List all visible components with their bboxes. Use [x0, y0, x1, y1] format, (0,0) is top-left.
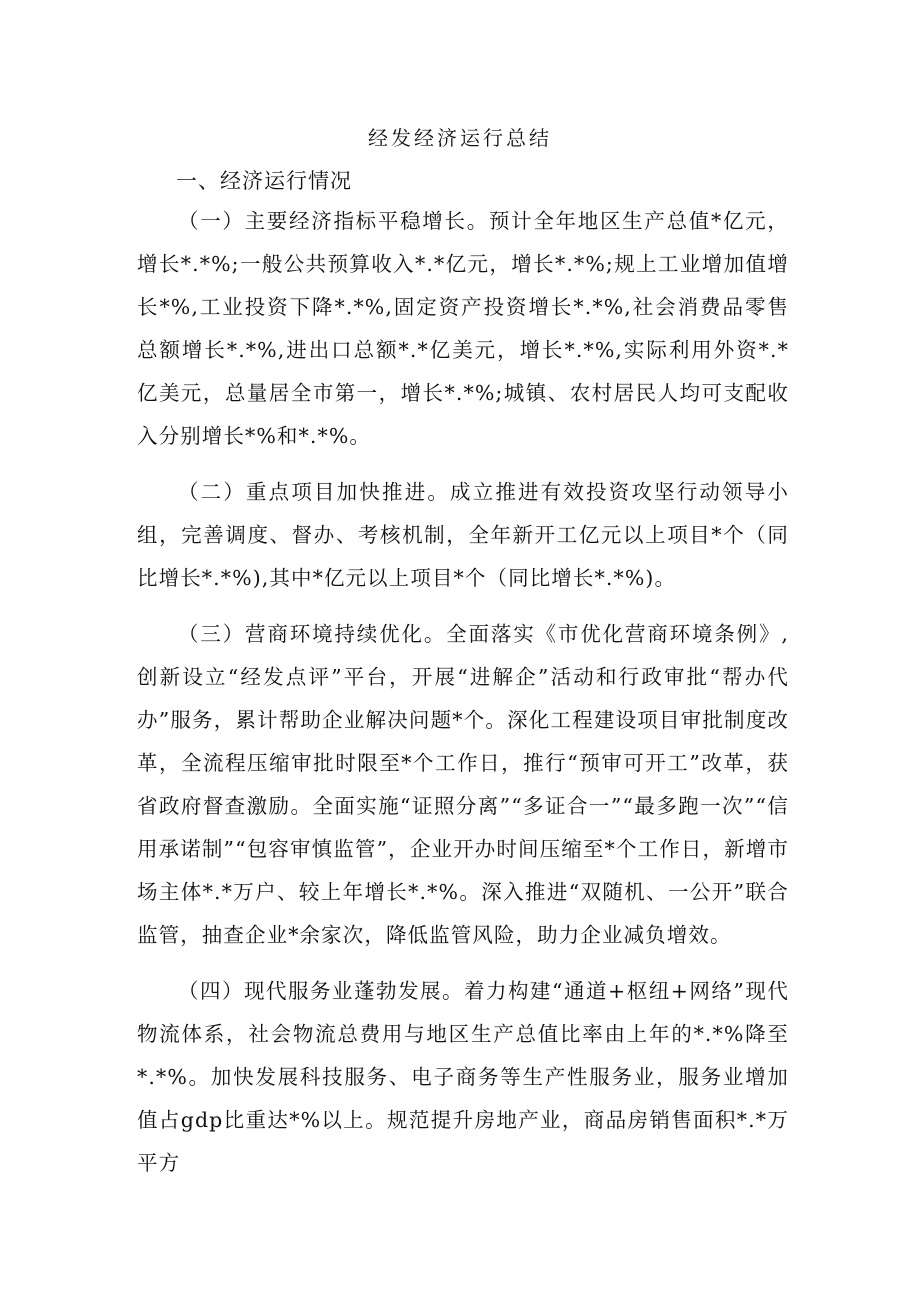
- paragraph-services: （四）现代服务业蓬勃发展。着力构建“通道+枢纽+网络”现代物流体系，社会物流总费用与地区生产总值比率由上年的*.*%降至*.*%。加快发展科技服务、电子商务等生产性服务业，服务业增加值占gdp比重达*%以上。规范提升房地产业，商品房销售面积*.*万平方: [137, 979, 789, 1175]
- paragraph-projects: （二）重点项目加快推进。成立推进有效投资攻坚行动领导小组，完善调度、督办、考核机制，全年新开工亿元以上项目*个（同比增长*.*%),其中*亿元以上项目*个（同比增长*.*%)。: [137, 480, 789, 590]
- document-title: 经发经济运行总结: [368, 126, 552, 150]
- section-heading: 一、经济运行情况: [176, 169, 352, 193]
- paragraph-business-environment: （三）营商环境持续优化。全面落实《市优化营商环境条例》,创新设立“经发点评”平台，开展“进解企”活动和行政审批“帮办代办”服务，累计帮助企业解决问题*个。深化工程建设项目审批制度改革，全流程压缩审批时限至*个工作日，推行“预审可开工”改革，获省政府督查激励。全面实施“证照分离”“多证合一”“最多跑一次”“信用承诺制”“包容审慎监管”，企业开办时间压缩至*个工作日，新增市场主体*.*万户、较上年增长*.*%。深入推进“双随机、一公开”联合监管，抽查企业*余家次，降低监管风险，助力企业减负增效。: [137, 622, 789, 947]
- paragraph-indicators: （一）主要经济指标平稳增长。预计全年地区生产总值*亿元，增长*.*%;一般公共预算收入*.*亿元，增长*.*%;规上工业增加值增长*%,工业投资下降*.*%,固定资产投资增长*.*%,社会消费品零售总额增长*.*%,进出口总额*.*亿美元，增长*.*%,实际利用外资*.*亿美元，总量居全市第一，增长*.*%;城镇、农村居民人均可支配收入分别增长*%和*.*%。: [137, 209, 789, 448]
- document-body: [137, 200, 789, 1198]
